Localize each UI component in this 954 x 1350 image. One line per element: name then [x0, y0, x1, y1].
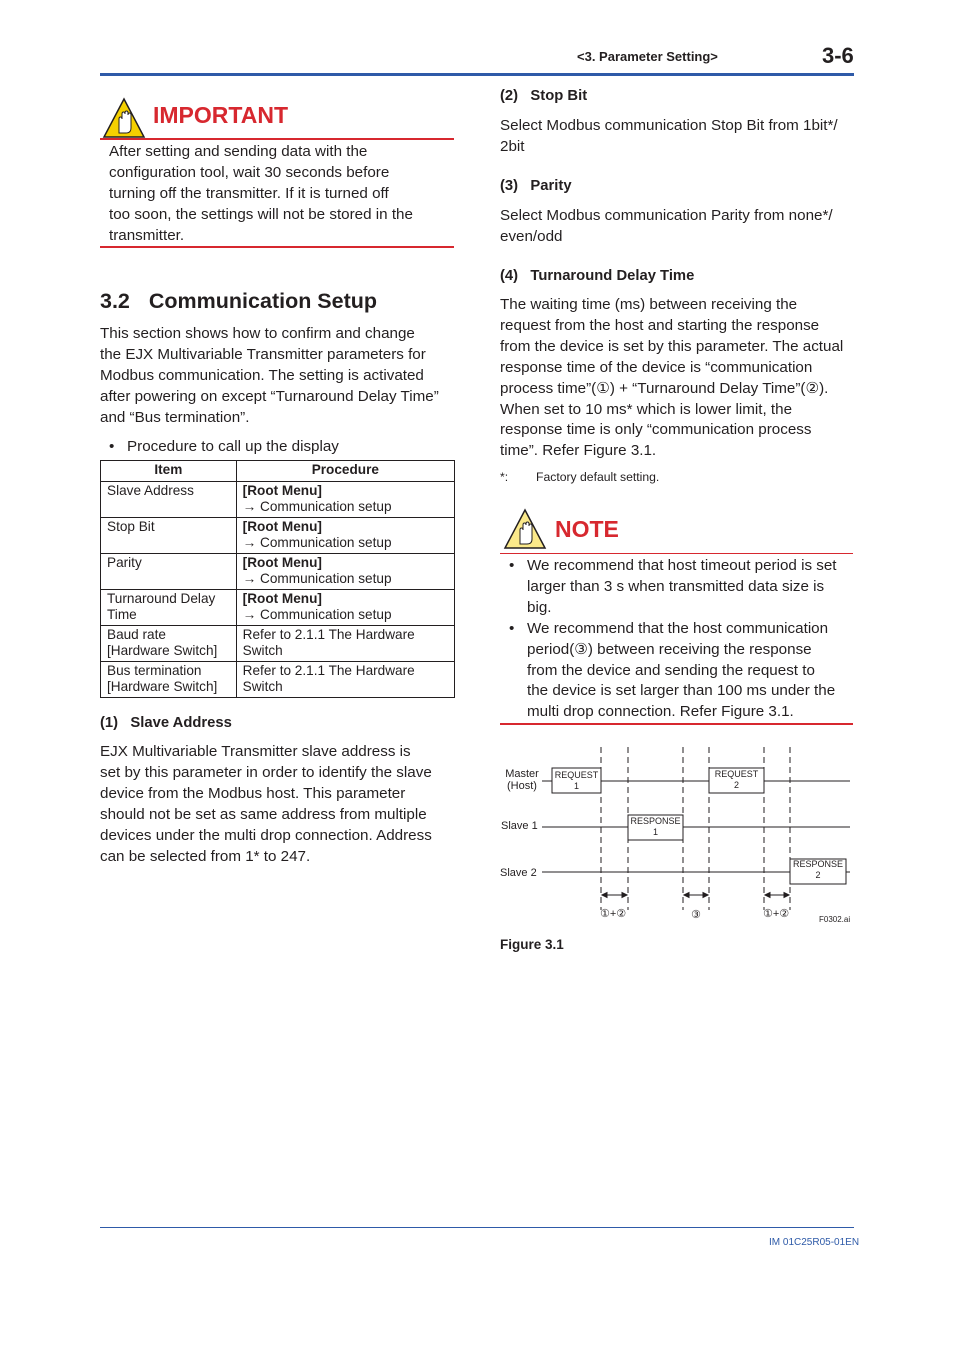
item-cell: [101, 662, 237, 698]
menu-path-root: [Root Menu]: [242, 519, 322, 534]
text-line: devices under the multi drop connection. Address: [100, 826, 432, 844]
footer-rule: [100, 1227, 854, 1228]
label-line: 2: [815, 870, 821, 880]
footnote-text: Factory default setting.: [536, 470, 660, 484]
menu-path: → Communication setup: [242, 571, 392, 586]
table-row: [101, 590, 455, 626]
text-line: Select Modbus communication Parity from none*/: [500, 207, 833, 224]
hand-warning-icon: [102, 97, 146, 139]
procedure-cell: [236, 626, 454, 662]
note-top-rule: [500, 553, 853, 554]
note-bottom-rule: [500, 723, 853, 725]
list-item: [100, 437, 456, 458]
note-line: period(③) between receiving the response: [527, 640, 812, 658]
procedure-text: Refer to 2.1.1 The Hardware Switch: [242, 663, 415, 694]
text-line: response time of the device is “communication: [500, 358, 813, 376]
figure-caption: Figure 3.1: [500, 937, 564, 952]
item-text: [Hardware Switch]: [107, 643, 218, 658]
intro-line: and “Bus termination”.: [100, 408, 250, 426]
text-line: Select Modbus communication Stop Bit from 1bit*/: [500, 117, 838, 134]
column-header: Item: [101, 461, 237, 482]
text-line: EJX Multivariable Transmitter slave address is: [100, 743, 411, 760]
footnote-mark: *:: [500, 470, 509, 484]
table-header-row: [101, 461, 455, 482]
label-line: RESPONSE: [630, 816, 681, 826]
procedure-text: Refer to 2.1.1 The Hardware Switch: [242, 627, 415, 658]
figure-file-label: F0302.ai: [819, 915, 851, 924]
important-bottom-rule: [100, 246, 454, 248]
item-cell: [101, 554, 237, 590]
item-text: Turnaround Delay: [107, 591, 216, 606]
item-text: [Hardware Switch]: [107, 679, 218, 694]
text-line: process time”(①) + “Turnaround Delay Time”(②).: [500, 379, 829, 397]
menu-path: → Communication setup: [242, 607, 392, 622]
section-intro: [100, 324, 456, 429]
item-text: Bus termination: [107, 663, 202, 678]
important-line: turning off the transmitter. If it is turned off: [109, 184, 389, 202]
label-line: 2: [733, 780, 739, 790]
interval-label-b: ③: [691, 909, 701, 921]
important-line: After setting and sending data with the: [109, 143, 368, 160]
procedure-cell: [236, 590, 454, 626]
parity-text: [500, 206, 855, 248]
note-bullet-list: [500, 556, 853, 723]
interval-label-a: ①+②: [600, 908, 627, 920]
important-title: IMPORTANT: [153, 102, 289, 128]
note-line: We recommend that the host communication: [527, 619, 829, 637]
procedure-cell: [236, 518, 454, 554]
header-rule: [100, 73, 854, 76]
item-text: Time: [107, 607, 137, 622]
item-cell: [101, 482, 237, 518]
section-title-text: Communication Setup: [148, 289, 378, 313]
intro-line: the EJX Multivariable Transmitter parameters for: [100, 345, 426, 363]
label-line: REQUEST: [714, 769, 759, 779]
important-callout: [100, 92, 454, 250]
text-line: time”. Refer Figure 3.1.: [500, 442, 657, 460]
label-line: RESPONSE: [792, 859, 843, 869]
label-line: (Host): [507, 780, 537, 792]
label-line: 1: [573, 781, 579, 791]
procedure-cell: [236, 662, 454, 698]
list-item: [500, 619, 853, 724]
menu-path-root: [Root Menu]: [242, 591, 322, 606]
text-line: 2bit: [500, 137, 525, 155]
item-text: Parity: [107, 555, 142, 570]
procedure-cell: [236, 554, 454, 590]
important-text: [109, 142, 449, 247]
intro-line: This section shows how to confirm and change: [100, 325, 415, 342]
procedure-table: [100, 460, 455, 698]
table-row: [101, 662, 455, 698]
text-line: can be selected from 1* to 247.: [100, 847, 311, 865]
text-line: The waiting time (ms) between receiving the: [500, 296, 798, 313]
table-row: [101, 554, 455, 590]
item-cell: [101, 626, 237, 662]
turnaround-text: [500, 295, 856, 462]
text-line: When set to 10 ms* which is lower limit, the: [500, 400, 793, 418]
important-line: transmitter.: [109, 226, 185, 244]
bullet-dot: •: [109, 438, 115, 455]
footnote: [500, 470, 660, 484]
section-number: 3.2: [100, 289, 130, 313]
master-label: [497, 768, 547, 792]
response2-label: [790, 859, 846, 881]
text-line: request from the host and starting the response: [500, 316, 820, 334]
note-callout: [500, 506, 853, 726]
slave-address-text: [100, 742, 456, 867]
important-top-rule: [100, 138, 454, 140]
note-title: NOTE: [555, 516, 619, 542]
item-text: Baud rate: [107, 627, 166, 642]
note-line: multi drop connection. Refer Figure 3.1.: [527, 703, 794, 721]
intro-line: Modbus communication. The setting is activated: [100, 366, 424, 384]
label-line: 1: [652, 827, 658, 837]
text-line: response time is only “communication process: [500, 421, 812, 439]
important-line: too soon, the settings will not be stored in the: [109, 205, 413, 223]
menu-path-root: [Root Menu]: [242, 483, 322, 498]
interval-arrows: [602, 893, 789, 898]
note-line: big.: [527, 598, 552, 616]
menu-path: → Communication setup: [242, 535, 392, 550]
table-row: [101, 518, 455, 554]
intro-line: after powering on except “Turnaround Delay Time”: [100, 387, 439, 405]
running-header: <3. Parameter Setting>: [577, 49, 718, 64]
request2-label: [709, 769, 764, 791]
parity-heading: (3) Parity: [500, 178, 572, 194]
timing-diagram: [497, 745, 857, 930]
text-line: from the device is set by this parameter. The actual: [500, 337, 844, 355]
slave2-label: Slave 2: [500, 867, 537, 879]
procedure-cell: [236, 482, 454, 518]
text-line: should not be set as same address from multiple: [100, 805, 427, 823]
section-title: [100, 289, 377, 314]
label-line: Master: [505, 768, 539, 780]
text-line: even/odd: [500, 227, 563, 245]
slave1-line: [542, 815, 850, 840]
request1-label: [552, 770, 601, 792]
table-row: [101, 626, 455, 662]
slave-address-heading: (1) Slave Address: [100, 715, 232, 731]
note-line: We recommend that host timeout period is set: [527, 557, 837, 574]
note-line: larger than 3 s when transmitted data size is: [527, 577, 825, 595]
bullet-text: Procedure to call up the display: [127, 438, 339, 455]
procedure-bullet-list: [100, 437, 456, 458]
item-text: Stop Bit: [107, 519, 155, 534]
label-line: REQUEST: [554, 770, 599, 780]
bullet-dot: •: [509, 557, 515, 574]
interval-label-c: ①+②: [763, 908, 790, 920]
column-header: Procedure: [236, 461, 454, 482]
list-item: [500, 556, 853, 619]
stop-bit-heading: (2) Stop Bit: [500, 88, 588, 104]
item-cell: [101, 590, 237, 626]
stop-bit-text: [500, 116, 855, 158]
hand-note-icon: [503, 508, 547, 550]
important-line: configuration tool, wait 30 seconds before: [109, 163, 390, 181]
menu-path-root: [Root Menu]: [242, 555, 322, 570]
text-line: device from the Modbus host. This parameter: [100, 784, 406, 802]
response1-label: [628, 816, 683, 838]
text-line: set by this parameter in order to identify the slave: [100, 763, 432, 781]
bullet-dot: •: [509, 619, 515, 637]
note-line: the device is set larger than 100 ms under the: [527, 682, 836, 700]
document-id: IM 01C25R05-01EN: [769, 1237, 860, 1248]
item-cell: [101, 518, 237, 554]
page-number: 3-6: [822, 43, 854, 68]
slave1-label: Slave 1: [501, 820, 538, 832]
table-row: [101, 482, 455, 518]
note-line: from the device and sending the request to: [527, 661, 815, 679]
turnaround-heading: (4) Turnaround Delay Time: [500, 268, 695, 284]
menu-path: → Communication setup: [242, 499, 392, 514]
item-text: Slave Address: [107, 483, 194, 498]
